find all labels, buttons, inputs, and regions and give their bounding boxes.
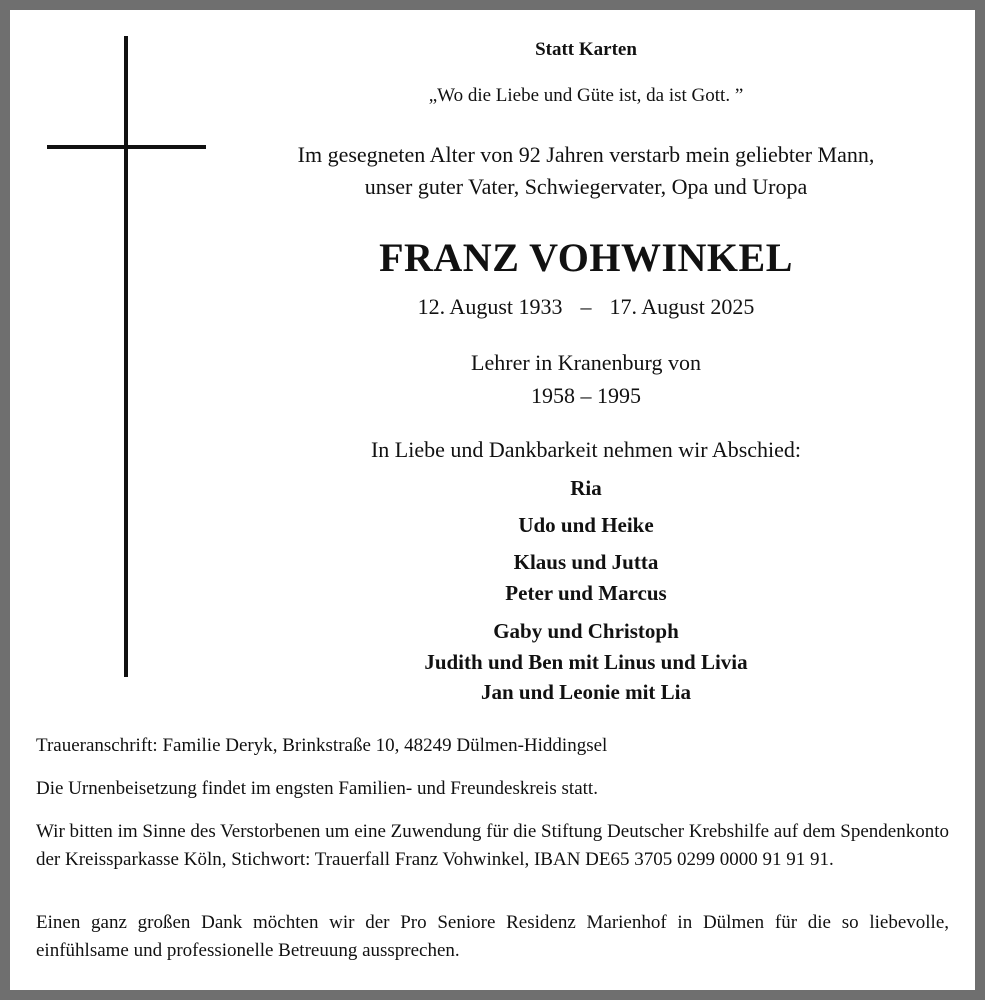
- donation-request: Wir bitten im Sinne des Verstorbenen um eine Zuwendung für die Stiftung Deutscher Krebshilfe auf dem Spendenkonto der Kreissparkasse Köln, Stichwort: Trauerfall Franz Vohwinkel, IBAN DE65 3705 0299 0000 91 91 91.: [36, 821, 949, 870]
- cross-icon: [124, 36, 128, 677]
- intro-line-2: unser guter Vater, Schwiegervater, Opa und Uropa: [364, 174, 808, 199]
- family-member: Peter und Marcus: [505, 581, 667, 605]
- cross-icon-crossbar: [47, 145, 206, 149]
- thanks-note: Einen ganz großen Dank möchten wir der Pro Seniore Residenz Marienhof in Dülmen für die so liebevolle, einfühlsame und professionelle Betreuung aussprechen.: [36, 912, 949, 961]
- family-member: Gaby und Christoph: [493, 619, 679, 643]
- obituary-card: [10, 10, 975, 990]
- deceased-name: FRANZ VOHWINKEL: [379, 235, 793, 280]
- header-statt-karten: Statt Karten: [535, 39, 637, 60]
- family-member: Jan und Leonie mit Lia: [480, 680, 692, 704]
- death-date: 17. August 2025: [609, 294, 755, 319]
- birth-date: 12. August 1933: [417, 294, 563, 319]
- intro-line-1: Im gesegneten Alter von 92 Jahren verstarb mein geliebter Mann,: [297, 142, 875, 167]
- profession-line-2: 1958 – 1995: [531, 383, 641, 408]
- family-member: Judith und Ben mit Linus und Livia: [424, 650, 748, 674]
- life-dates: [206, 294, 966, 320]
- family-member: Klaus und Jutta: [513, 550, 659, 574]
- family-member: Udo und Heike: [518, 513, 654, 537]
- farewell-line: In Liebe und Dankbarkeit nehmen wir Abschied:: [370, 437, 802, 462]
- family-member: Ria: [570, 476, 602, 500]
- mourning-address: Traueranschrift: Familie Deryk, Brinkstraße 10, 48249 Dülmen-Hiddingsel: [36, 735, 608, 756]
- burial-note: Die Urnenbeisetzung findet im engsten Familien- und Freundeskreis statt.: [36, 778, 598, 799]
- motto-quote: „Wo die Liebe und Güte ist, da ist Gott. ”: [428, 85, 744, 106]
- profession-line-1: Lehrer in Kranenburg von: [471, 350, 701, 375]
- date-dash: –: [580, 294, 592, 319]
